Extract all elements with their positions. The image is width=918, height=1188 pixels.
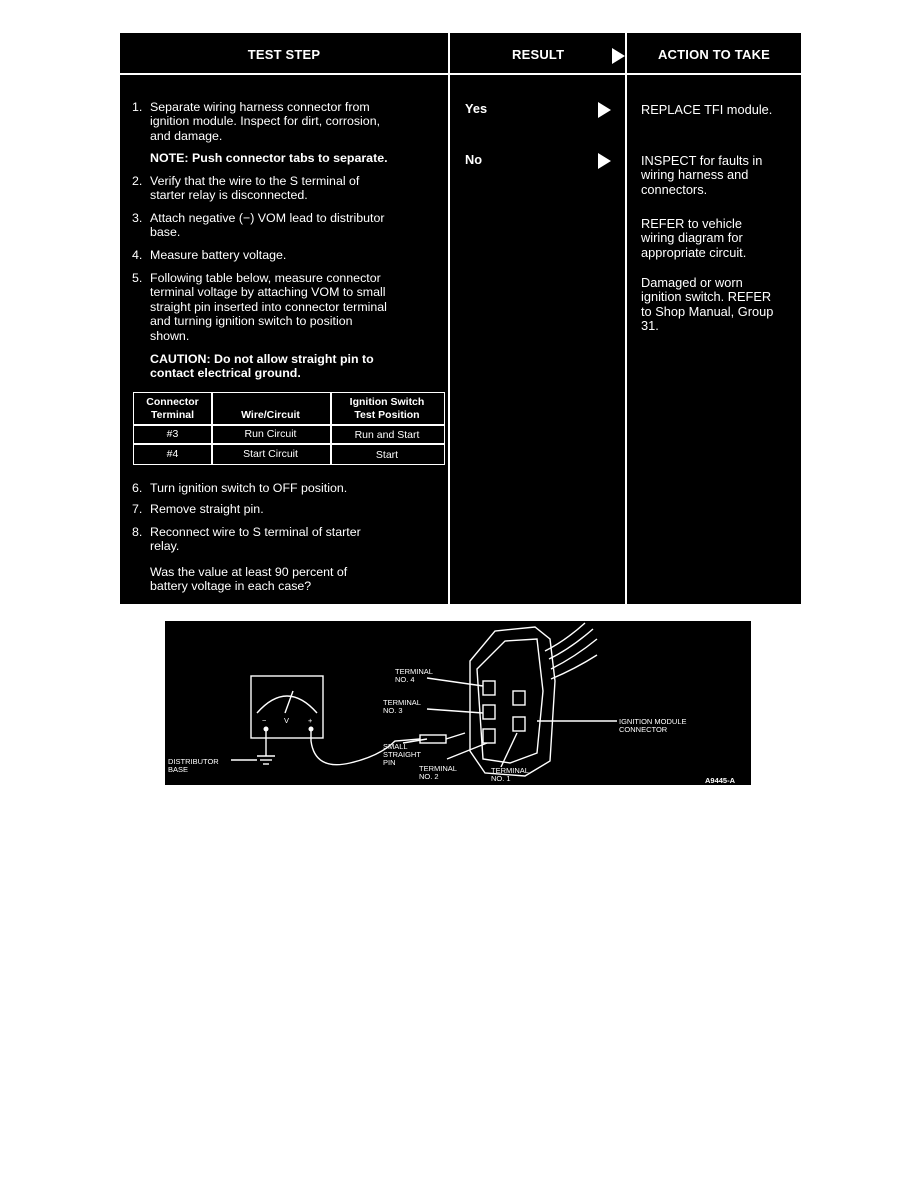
step-line: relay. [150, 539, 180, 554]
step-line: base. [150, 225, 181, 240]
table-cell: Run and Start [354, 429, 420, 441]
column-divider-2 [625, 33, 627, 604]
meter-plus-label: + [308, 716, 313, 725]
action-line: 31. [641, 318, 659, 334]
action-refer [641, 217, 746, 260]
step-line: Remove straight pin. [150, 502, 264, 516]
action-header: ACTION TO TAKE [657, 47, 771, 62]
label-line: TERMINAL [395, 667, 433, 676]
column-divider-1 [448, 33, 450, 604]
label-line: STRAIGHT [383, 750, 421, 759]
step-line: Reconnect wire to S terminal of starter [150, 525, 361, 539]
meter-terminal-positive [309, 727, 314, 732]
question-line: Was the value at least 90 percent of [150, 565, 348, 579]
step-number: 4. [132, 248, 143, 262]
terminal-voltage-table [133, 392, 445, 465]
table-header-position [330, 396, 444, 421]
step-2 [132, 174, 432, 203]
meter-terminal-negative [264, 727, 269, 732]
action-line: appropriate circuit. [641, 244, 747, 260]
result-header: RESULT [512, 47, 565, 62]
table-header-terminal [134, 396, 211, 421]
step-number: 3. [132, 211, 143, 225]
table-cell: Run Circuit [244, 428, 297, 440]
step-line: ignition module. Inspect for dirt, corrosion, [150, 114, 381, 129]
wiring-diagram [165, 621, 751, 785]
table-cell: #4 [166, 448, 179, 460]
step-4 [132, 248, 432, 262]
step-line: Measure battery voltage. [150, 248, 287, 262]
action-line: wiring harness and [641, 167, 749, 183]
action-line: REFER to vehicle [641, 216, 742, 231]
terminal-slot [483, 729, 495, 743]
terminal-1-label [491, 766, 531, 783]
label-line: BASE [168, 765, 189, 774]
label-line: PIN [383, 758, 396, 767]
label-line: TERMINAL [419, 764, 457, 773]
small-pin-label [383, 742, 423, 767]
harness-wire [551, 655, 597, 679]
terminal-slot [513, 717, 525, 731]
table-header-circuit: Wire/Circuit [241, 409, 300, 421]
step-number: 1. [132, 100, 143, 114]
test-step-header: TEST STEP [247, 47, 321, 62]
label-line: NO. 2 [419, 772, 439, 781]
label-line: NO. 4 [395, 675, 415, 684]
action-ignition-switch [641, 276, 773, 334]
action-line: Damaged or worn [641, 275, 743, 290]
label-line: CONNECTOR [619, 725, 668, 734]
label-line: DISTRIBUTOR [168, 757, 219, 766]
meter-v-label: V [284, 716, 290, 725]
step-7 [132, 502, 432, 516]
action-line: wiring diagram for [641, 230, 743, 246]
table-divider [134, 424, 444, 426]
header-divider [120, 73, 801, 75]
distributor-base-label [168, 757, 221, 774]
diagnostic-table [120, 33, 801, 604]
voltmeter-dial [257, 696, 317, 713]
question-line: battery voltage in each case? [150, 579, 312, 594]
step-number: 7. [132, 502, 143, 516]
step-number: 8. [132, 525, 143, 539]
voltmeter-needle [285, 691, 293, 713]
step-line: Verify that the wire to the S terminal of [150, 174, 360, 188]
step-line: Separate wiring harness connector from [150, 100, 370, 114]
leader-terminal-3 [427, 709, 483, 713]
caution-text [150, 352, 440, 381]
action-line: ignition switch. REFER [641, 289, 772, 305]
terminal-2-label [419, 764, 459, 781]
step-line: starter relay is disconnected. [150, 188, 308, 203]
step-1 [132, 100, 432, 143]
label-line: SMALL [383, 742, 408, 751]
step-5 [132, 271, 432, 343]
terminal-3-label [383, 698, 423, 715]
no-arrow-icon [598, 153, 611, 169]
leader-terminal-2 [447, 743, 487, 759]
note-text: NOTE: Push connector tabs to separate. [150, 151, 388, 165]
step-line: Turn ignition switch to OFF position. [150, 481, 348, 495]
label-line: TERMINAL [491, 766, 529, 775]
terminal-slot [483, 681, 495, 695]
yes-arrow-icon [598, 102, 611, 118]
step-number: 6. [132, 481, 143, 495]
action-line: to Shop Manual, Group [641, 303, 774, 319]
action-line: INSPECT for faults in [641, 153, 763, 168]
straight-pin [446, 733, 465, 739]
terminal-4-label [395, 667, 435, 684]
ignition-module-connector-label [619, 717, 689, 734]
label-line: IGNITION MODULE [619, 717, 687, 726]
leader-terminal-4 [427, 678, 483, 686]
header-line: Ignition Switch [349, 396, 425, 408]
label-line: NO. 1 [491, 774, 511, 783]
step-line: Attach negative (−) VOM lead to distributor [150, 211, 385, 225]
label-line: TERMINAL [383, 698, 421, 707]
action-replace: REPLACE TFI module. [641, 102, 773, 117]
figure-id: A9445-A [705, 776, 736, 785]
connector-test-illustration [165, 621, 751, 785]
label-line: NO. 3 [383, 706, 403, 715]
step-number: 5. [132, 271, 143, 285]
step-line: shown. [150, 328, 190, 343]
meter-minus-label: − [262, 716, 267, 725]
table-cell: #3 [166, 428, 179, 440]
header-line: Test Position [354, 408, 420, 421]
connector-face [477, 639, 543, 763]
terminal-slot [513, 691, 525, 705]
step-line: straight pin inserted into connector terminal [150, 299, 387, 314]
step-line: and damage. [150, 128, 223, 143]
step-line: terminal voltage by attaching VOM to small [150, 285, 386, 300]
step-3 [132, 211, 432, 240]
result-no: No [465, 152, 483, 167]
caution-line: CAUTION: Do not allow straight pin to [150, 352, 374, 366]
harness-wire [549, 629, 593, 659]
table-cell: Start [375, 449, 399, 461]
caution-line: contact electrical ground. [150, 366, 301, 381]
step-6 [132, 481, 432, 495]
action-inspect [641, 154, 762, 197]
terminal-slot [483, 705, 495, 719]
header-line: Terminal [151, 408, 194, 421]
step-line: and turning ignition switch to position [150, 314, 353, 329]
step-line: Following table below, measure connector [150, 271, 381, 285]
result-arrow-icon [612, 48, 625, 64]
header-line: Connector [146, 396, 199, 408]
table-cell: Start Circuit [243, 448, 298, 460]
step-8 [132, 525, 432, 554]
table-divider [134, 443, 444, 445]
question-text [150, 565, 440, 594]
result-yes: Yes [465, 101, 488, 116]
action-line: connectors. [641, 181, 708, 197]
step-number: 2. [132, 174, 143, 188]
